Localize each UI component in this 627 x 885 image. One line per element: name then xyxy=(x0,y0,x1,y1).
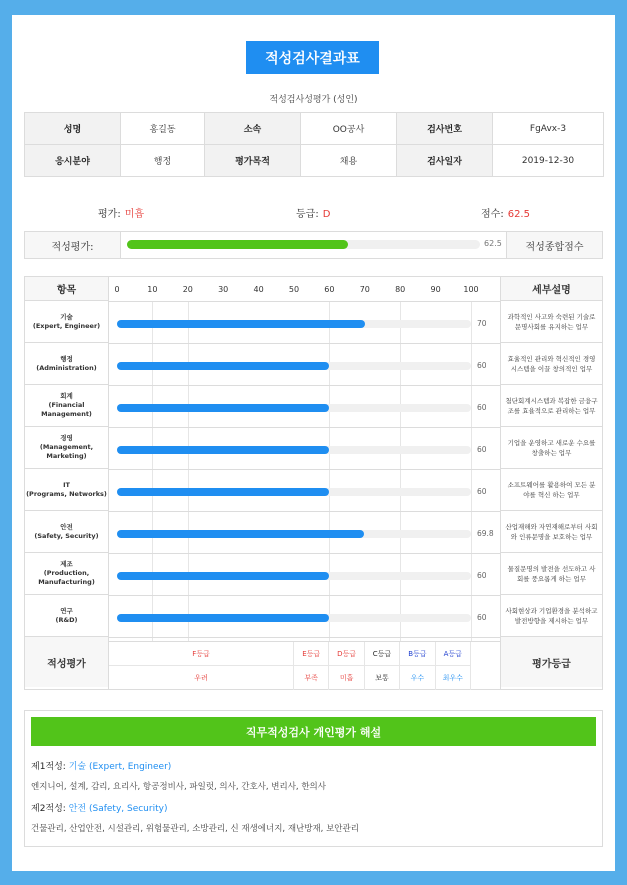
second-aptitude-jobs: 건물관리, 산업안전, 시설관리, 위험물관리, 소방관리, 신 재생에너지, 재난방재, 보안관리 xyxy=(31,824,359,834)
bar-value-label: 69.8 xyxy=(477,529,494,538)
category-kr: 회계 xyxy=(60,392,73,400)
report-frame xyxy=(12,15,615,871)
bar xyxy=(117,530,364,538)
bar-value-label: 60 xyxy=(477,487,487,496)
description-cell: 과학적인 사고와 숙련된 기술로 문명사회를 유지하는 업무 xyxy=(501,301,602,343)
category-cell xyxy=(25,511,108,553)
category-en: (Programs, Networks) xyxy=(26,489,107,498)
date-label: 검사일자 xyxy=(397,145,493,177)
info-table xyxy=(24,112,604,177)
axis-tick: 60 xyxy=(324,285,335,294)
bar-track xyxy=(117,446,471,454)
category-cell xyxy=(25,343,108,385)
info-row-2 xyxy=(25,145,604,177)
bar-value-label: 60 xyxy=(477,403,487,412)
bar-value-label: 70 xyxy=(477,319,487,328)
grade-name: E등급 xyxy=(294,642,328,666)
score-summary xyxy=(481,205,530,220)
category-kr: 안전 xyxy=(60,522,73,531)
report-title: 적성검사결과표 xyxy=(246,41,379,74)
name-label: 성명 xyxy=(25,113,121,145)
bar xyxy=(117,614,329,622)
category-kr: 제조 xyxy=(60,560,73,568)
item-header: 항목 xyxy=(25,277,108,301)
first-aptitude-jobs: 엔지니어, 설계, 감리, 요리사, 항공정비사, 파일럿, 의사, 간호사, 변리사, 한의사 xyxy=(31,782,326,792)
aptitude-row xyxy=(24,231,603,259)
grid-line xyxy=(329,301,330,641)
bar-track xyxy=(117,530,471,538)
aptitude-label: 적성평가: xyxy=(25,232,121,258)
grade-name: B등급 xyxy=(400,642,434,666)
category-en: (Management, Marketing) xyxy=(39,443,94,460)
org-value: OO공사 xyxy=(301,113,397,145)
description-cell: 물질문명의 발전을 선도하고 사회를 풍요롭게 하는 업무 xyxy=(501,553,602,595)
interpretation-box xyxy=(24,710,603,847)
summary-row xyxy=(12,205,615,219)
category-kr: 행정 xyxy=(60,354,73,363)
grade-label: 등급: xyxy=(296,209,319,220)
org-label: 소속 xyxy=(205,113,301,145)
row-divider xyxy=(109,385,500,386)
category-kr: 기술 xyxy=(60,312,73,321)
category-cell xyxy=(25,595,108,637)
row-divider xyxy=(109,427,500,428)
grade-value: D xyxy=(322,209,331,220)
category-kr: 경영 xyxy=(60,434,73,442)
axis-tick: 10 xyxy=(147,285,158,294)
description-cell: 사회현상과 기업환경을 분석하고 발전방향을 제시하는 업무 xyxy=(501,595,602,637)
category-cell xyxy=(25,553,108,595)
bar xyxy=(117,488,329,496)
bar-track xyxy=(117,614,471,622)
bar xyxy=(117,362,329,370)
first-aptitude xyxy=(31,759,171,772)
item-column xyxy=(25,277,109,689)
category-en: (Financial Management) xyxy=(41,401,92,418)
desc-column xyxy=(500,277,602,689)
axis-tick: 20 xyxy=(182,285,193,294)
row-divider xyxy=(109,469,500,470)
field-label: 응시분야 xyxy=(25,145,121,177)
axis-tick: 30 xyxy=(218,285,229,294)
grade-scale xyxy=(109,641,500,689)
info-row-1 xyxy=(25,113,604,145)
axis-tick: 90 xyxy=(430,285,441,294)
bar-track xyxy=(117,572,471,580)
category-cell xyxy=(25,385,108,427)
category-kr: 연구 xyxy=(60,606,73,615)
id-label: 검사번호 xyxy=(397,113,493,145)
interpretation-banner: 직무적성검사 개인평가 해설 xyxy=(31,717,596,746)
description-cell: 첨단회계시스템과 복잡한 금융구조를 효율적으로 관리하는 업무 xyxy=(501,385,602,427)
aptitude-fill xyxy=(127,240,348,249)
eval-summary xyxy=(98,205,144,220)
axis-tick: 80 xyxy=(395,285,406,294)
row-divider xyxy=(109,511,500,512)
category-en: (Production, Manufacturing) xyxy=(38,569,95,586)
category-en: (Expert, Engineer) xyxy=(32,321,101,330)
grid-line xyxy=(400,301,401,641)
grid-line xyxy=(471,301,472,641)
grade-label: 부족 xyxy=(304,674,318,682)
category-en: (R&D) xyxy=(55,615,78,624)
category-en: (Administration) xyxy=(36,363,97,372)
grade-label: 최우수 xyxy=(442,674,463,682)
grid-line xyxy=(152,301,153,641)
axis-tick: 70 xyxy=(359,285,370,294)
second-aptitude xyxy=(31,801,167,814)
axis-tick: 50 xyxy=(288,285,300,294)
date-value: 2019-12-30 xyxy=(493,145,604,177)
grade-label: 미흡 xyxy=(339,674,354,682)
bar xyxy=(117,446,329,454)
score-label: 점수: xyxy=(481,209,504,220)
aptitude-value: 62.5 xyxy=(484,239,502,248)
desc-header: 세부설명 xyxy=(501,277,602,301)
category-kr: IT xyxy=(63,480,70,489)
id-value: FgAvx-3 xyxy=(493,113,604,145)
aptitude-chart xyxy=(24,276,603,690)
bar-value-label: 60 xyxy=(477,571,487,580)
bar-track xyxy=(117,488,471,496)
grade-column xyxy=(294,642,329,690)
grade-column xyxy=(329,642,364,690)
description-cell: 소프트웨어를 활용하여 모든 분야를 혁신 하는 업무 xyxy=(501,469,602,511)
score-value: 62.5 xyxy=(507,209,530,220)
first-aptitude-label: 제1적성: xyxy=(31,762,66,772)
bar-plot xyxy=(109,277,500,641)
row-divider xyxy=(109,595,500,596)
grade-label: 우수 xyxy=(410,674,425,682)
second-aptitude-value: 안전 (Safety, Security) xyxy=(68,804,168,814)
description-cell: 효율적인 관리와 혁신적인 경영 시스템을 이끌 창의적인 업무 xyxy=(501,343,602,385)
field-value: 행정 xyxy=(121,145,205,177)
grade-column xyxy=(365,642,400,690)
report-subtitle: 적성검사성평가 (성인) xyxy=(269,95,358,105)
grade-label: 우려 xyxy=(194,674,208,682)
category-cell xyxy=(25,427,108,469)
row-divider xyxy=(109,553,500,554)
grade-summary xyxy=(296,205,330,220)
bar xyxy=(117,404,329,412)
bar-value-label: 60 xyxy=(477,613,487,622)
grid-line xyxy=(188,301,189,641)
eval-label: 평가: xyxy=(98,209,121,220)
grade-column xyxy=(436,642,471,690)
bar-value-label: 60 xyxy=(477,445,487,454)
grade-column xyxy=(400,642,435,690)
first-aptitude-value: 기술 (Expert, Engineer) xyxy=(68,762,172,772)
bar-track xyxy=(117,404,471,412)
purpose-label: 평가목적 xyxy=(205,145,301,177)
second-aptitude-label: 제2적성: xyxy=(31,804,66,814)
category-cell xyxy=(25,469,108,511)
name-value: 홍길동 xyxy=(121,113,205,145)
description-cell: 기업을 운영하고 새로운 수요를 창출하는 업무 xyxy=(501,427,602,469)
footer-eval-label: 적성평가 xyxy=(25,637,108,687)
bar xyxy=(117,572,329,580)
category-cell xyxy=(25,301,108,343)
header-divider xyxy=(109,301,500,302)
eval-value: 미흡 xyxy=(124,209,145,220)
bar-track xyxy=(117,362,471,370)
axis-tick: 100 xyxy=(463,285,479,294)
grade-name: C등급 xyxy=(365,642,399,666)
grade-name: D등급 xyxy=(329,642,363,666)
grade-name: F등급 xyxy=(109,642,293,666)
footer-grade-label: 평가등급 xyxy=(501,637,602,687)
grade-column xyxy=(109,642,294,690)
category-en: (Safety, Security) xyxy=(34,531,99,540)
aptitude-track xyxy=(127,240,480,249)
purpose-value: 채용 xyxy=(301,145,397,177)
axis-tick: 0 xyxy=(114,285,120,294)
bar-value-label: 60 xyxy=(477,361,487,370)
row-divider xyxy=(109,637,500,638)
row-divider xyxy=(109,343,500,344)
axis-tick: 40 xyxy=(253,285,264,294)
grade-label: 보통 xyxy=(375,674,389,682)
bar xyxy=(117,320,365,328)
grade-name: A등급 xyxy=(436,642,470,666)
description-cell: 산업재해와 자연재해로부터 사회와 인류문명을 보호하는 업무 xyxy=(501,511,602,553)
bar-track xyxy=(117,320,471,328)
aptitude-total-label: 적성종합점수 xyxy=(506,232,602,258)
